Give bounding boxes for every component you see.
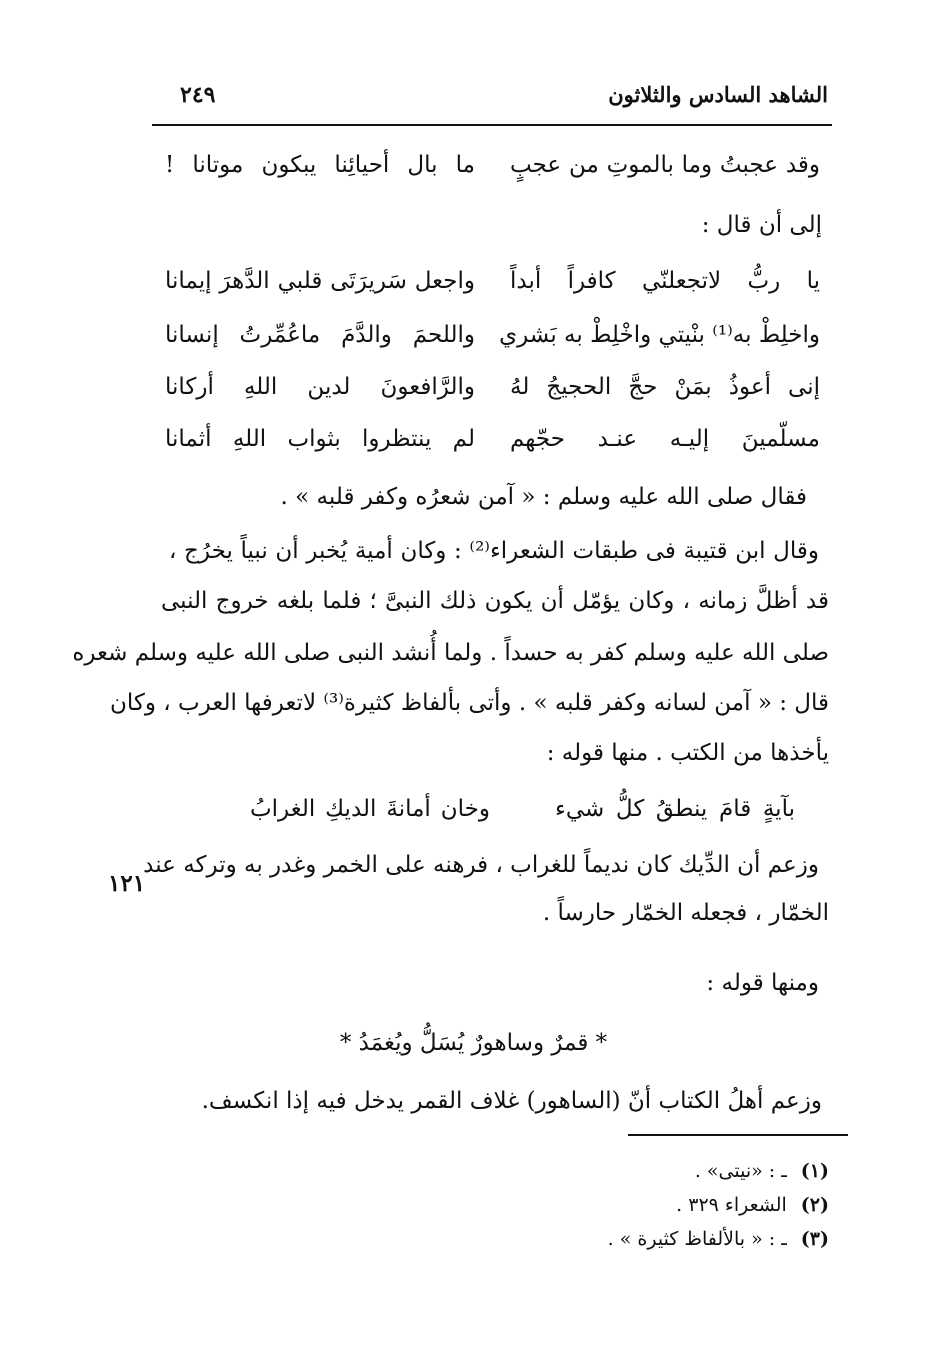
verse-hemistich-second: والرَّافعونَ لدين اللهِ أركانا xyxy=(165,374,475,400)
hadith-line: فقال صلى الله عليه وسلم : « آمن شعرُه وكفر قلبه » . xyxy=(280,484,807,510)
verse-hemistich-second: واللحمَ والدَّمَ ماعُمِّرتُ إنسانا xyxy=(165,322,475,348)
intro-line: إلى أن قال : xyxy=(701,212,822,238)
prose-line: قد أظلَّ زمانه ، وكان يؤمّل أن يكون ذلك النبىَّ ؛ فلما بلغه خروج النبى xyxy=(161,588,829,614)
verse-hemistich-first: إنى أعوذُ بمَنْ حجَّ الحجيجُ لهُ xyxy=(510,374,820,400)
verse-hemistich-first: وقد عجبتُ وما بالموتِ من عجبٍ xyxy=(510,152,820,178)
footnote-text: ـ : «نيتى» . xyxy=(694,1160,787,1182)
verse-line xyxy=(250,796,795,840)
prose-line: يأخذها من الكتب . منها قوله : xyxy=(546,740,829,766)
verse-hemistich-first: يا ربُّ لاتجعلنّي كافراً أبداً xyxy=(510,268,820,294)
running-title: الشاهد السادس والثلاثون xyxy=(608,82,828,107)
footnote-number: (٢) xyxy=(800,1194,829,1216)
footnote-number: (٣) xyxy=(800,1228,829,1250)
footnote-text: ـ : « بالألفاظ كثيرة » . xyxy=(607,1228,787,1250)
stanza-line xyxy=(165,374,820,418)
page-header xyxy=(150,82,832,120)
footnote xyxy=(676,1194,829,1216)
prose-line: وزعم أن الدِّيك كان نديماً للغراب ، فرهنه على الخمر وغدر به وتركه عند xyxy=(143,852,819,878)
footnote-rule xyxy=(628,1134,848,1136)
intro-line: ومنها قوله : xyxy=(706,970,819,996)
stanza-line xyxy=(165,268,820,312)
verse-hemistich-second: واجعل سَريرَتَى قلبي الدَّهرَ إيمانا xyxy=(165,268,475,294)
margin-number: ١٢١ xyxy=(108,870,146,897)
footnote-text: الشعراء ٣٢٩ . xyxy=(676,1194,787,1216)
prose-line: قال : « آمن لسانه وكفر قلبه » . وأتى بألفاظ كثيرة⁽³⁾ لاتعرفها العرب ، وكان xyxy=(110,690,829,716)
header-rule xyxy=(152,124,832,126)
verse-line: * قمرٌ وساهورٌ يُسَلُّ ويُغمَدُ * xyxy=(339,1030,608,1056)
prose-line: وزعم أهلُ الكتاب أنّ (الساهور) غلاف القمر يدخل فيه إذا انكسف. xyxy=(201,1088,822,1114)
footnote xyxy=(695,1160,829,1182)
prose-line: وقال ابن قتيبة فى طبقات الشعراء⁽²⁾ : وكان أمية يُخبر أن نبياً يخرُج ، xyxy=(169,538,819,564)
footnote-number: (١) xyxy=(800,1160,829,1182)
stanza-line xyxy=(165,426,820,470)
verse-hemistich-second: ما بال أحيائِنا يبكون موتانا ! xyxy=(165,152,475,178)
stanza-line xyxy=(165,322,820,366)
verse-line xyxy=(165,152,820,196)
page-number: ٢٤٩ xyxy=(180,82,216,108)
prose-line: الخمّار ، فجعله الخمّار حارساً . xyxy=(542,900,829,926)
footnote xyxy=(608,1228,829,1250)
verse-hemistich-second: لم ينتظروا بثواب اللهِ أثمانا xyxy=(165,426,475,452)
prose-line: صلى الله عليه وسلم كفر به حسداً . ولما أُنشد النبى صلى الله عليه وسلم شعره xyxy=(72,640,829,666)
verse-hemistich-first: واخلِطْ به⁽¹⁾ بنْيتي واخْلِطْ به بَشري xyxy=(499,322,820,348)
verse-hemistich-first: بآيةٍ قامَ ينطقُ كلُّ شيء xyxy=(555,796,795,822)
verse-hemistich-first: مسلّمينَ إليـه عنـد حجّهم xyxy=(510,426,820,452)
verse-hemistich-second: وخان أمانةَ الديكِ الغرابُ xyxy=(250,796,490,822)
